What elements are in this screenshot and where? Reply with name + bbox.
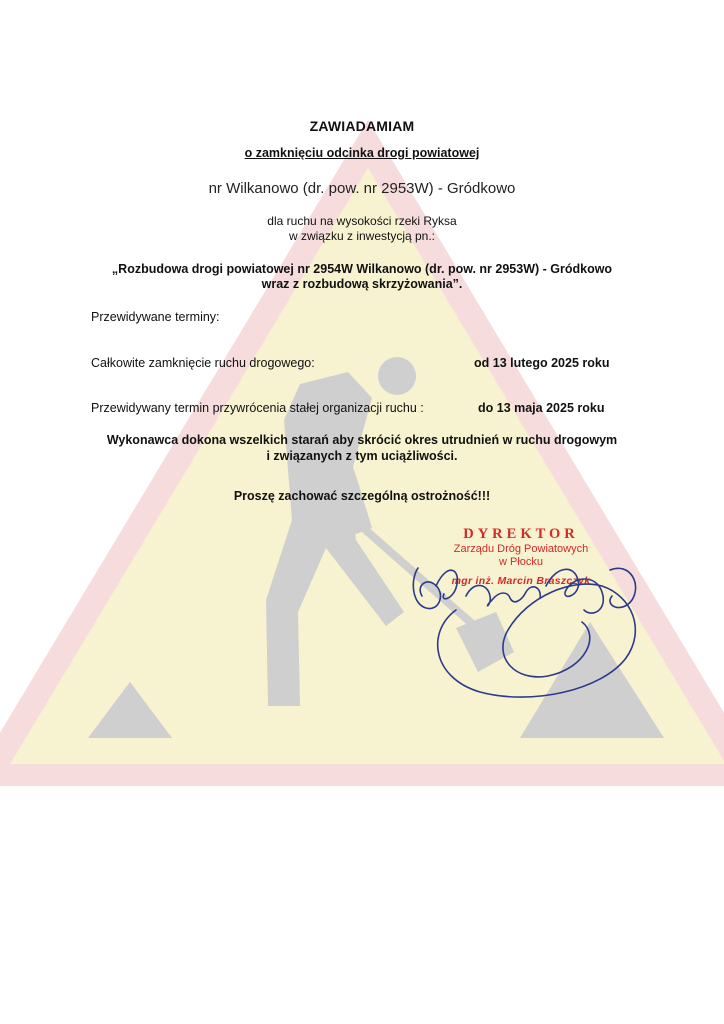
- stamp-title: DYREKTOR: [463, 526, 579, 542]
- reason-line-2: w związku z inwestycją pn.:: [288, 229, 436, 243]
- caution-text: Proszę zachować szczególną ostrożność!!!: [233, 489, 491, 503]
- document-subtitle: o zamknięciu odcinka drogi powiatowej: [244, 146, 480, 160]
- project-name: [0, 262, 724, 292]
- stamp-city: w Płocku: [498, 556, 544, 568]
- signature-loop: [438, 584, 636, 697]
- signature-stroke-2: [466, 585, 540, 605]
- closure-date: od 13 lutego 2025 roku: [474, 356, 610, 370]
- closure-label: Całkowite zamknięcie ruchu drogowego:: [91, 356, 315, 370]
- project-line-1: „Rozbudowa drogi powiatowej nr 2954W Wilkanowo (dr. pow. nr 2953W) - Gródkowo: [111, 262, 613, 276]
- notice-line-1: Wykonawca dokona wszelkich starań aby skrócić okres utrudnień w ruchu drogowym: [106, 433, 618, 447]
- notice-line-2: i związanych z tym uciążliwości.: [266, 449, 458, 463]
- restore-label: Przewidywany termin przywrócenia stałej organizacji ruchu :: [91, 401, 424, 415]
- reason-line-1: dla ruchu na wysokości rzeki Ryksa: [267, 214, 457, 228]
- contractor-notice: [0, 432, 724, 464]
- handwritten-signature: [396, 540, 646, 720]
- signature-stroke-1: [413, 568, 457, 609]
- stamp-signatory-name: mgr inż. Marcin Braszczyk: [451, 575, 591, 587]
- restore-date: do 13 maja 2025 roku: [478, 401, 605, 415]
- worker-head: [378, 357, 416, 395]
- stamp-office: Zarządu Dróg Powiatowych: [453, 543, 589, 555]
- project-line-2: wraz z rozbudową skrzyżowania”.: [261, 277, 463, 291]
- document-title: ZAWIADAMIAM: [309, 118, 415, 134]
- road-name: nr Wilkanowo (dr. pow. nr 2953W) - Gródkowo: [208, 180, 516, 197]
- terms-label: Przewidywane terminy:: [91, 310, 220, 324]
- signature-tail: [610, 568, 636, 607]
